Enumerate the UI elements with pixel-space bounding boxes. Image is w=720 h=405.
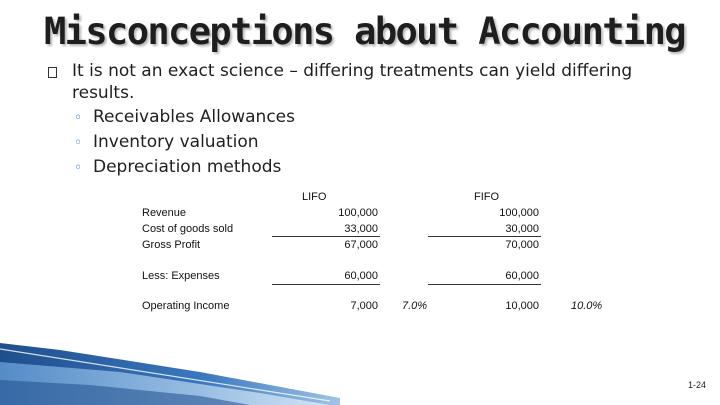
row-label-gross-profit: Gross Profit bbox=[142, 239, 201, 251]
sub-item-label: Receivables Allowances bbox=[93, 107, 295, 127]
lifo-operating-income: 7,000 bbox=[350, 300, 378, 312]
page-number: 1-24 bbox=[687, 380, 706, 390]
row-label-cogs: Cost of goods sold bbox=[142, 223, 234, 235]
main-bullet-line2: results. bbox=[72, 83, 135, 103]
lifo-cogs: 33,000 bbox=[344, 223, 378, 235]
slide-title: Misconceptions about Accounting bbox=[44, 10, 685, 53]
lifo-revenue: 100,000 bbox=[338, 207, 378, 219]
fifo-expenses: 60,000 bbox=[505, 270, 539, 282]
header-fifo: FIFO bbox=[474, 191, 500, 203]
fifo-revenue: 100,000 bbox=[499, 207, 539, 219]
sub-item-label: Inventory valuation bbox=[93, 132, 259, 152]
sub-item-label: Depreciation methods bbox=[93, 157, 282, 177]
fifo-cogs: 30,000 bbox=[505, 223, 539, 235]
row-label-operating-income: Operating Income bbox=[142, 300, 230, 312]
header-lifo: LIFO bbox=[302, 191, 327, 203]
row-label-revenue: Revenue bbox=[142, 207, 187, 219]
lifo-operating-margin: 7.0% bbox=[402, 300, 428, 312]
circle-bullet-icon: ◦ bbox=[74, 135, 83, 151]
main-bullet-line1: It is not an exact science – differing treatments can yield differing bbox=[72, 61, 633, 81]
fifo-operating-margin: 10.0% bbox=[571, 300, 603, 312]
row-label-expenses: Less: Expenses bbox=[142, 270, 220, 282]
circle-bullet-icon: ◦ bbox=[74, 160, 83, 176]
circle-bullet-icon: ◦ bbox=[74, 110, 83, 126]
lifo-expenses: 60,000 bbox=[344, 270, 378, 282]
lifo-gross-profit: 67,000 bbox=[344, 239, 378, 251]
fifo-gross-profit: 70,000 bbox=[505, 239, 539, 251]
fifo-operating-income: 10,000 bbox=[505, 300, 539, 312]
